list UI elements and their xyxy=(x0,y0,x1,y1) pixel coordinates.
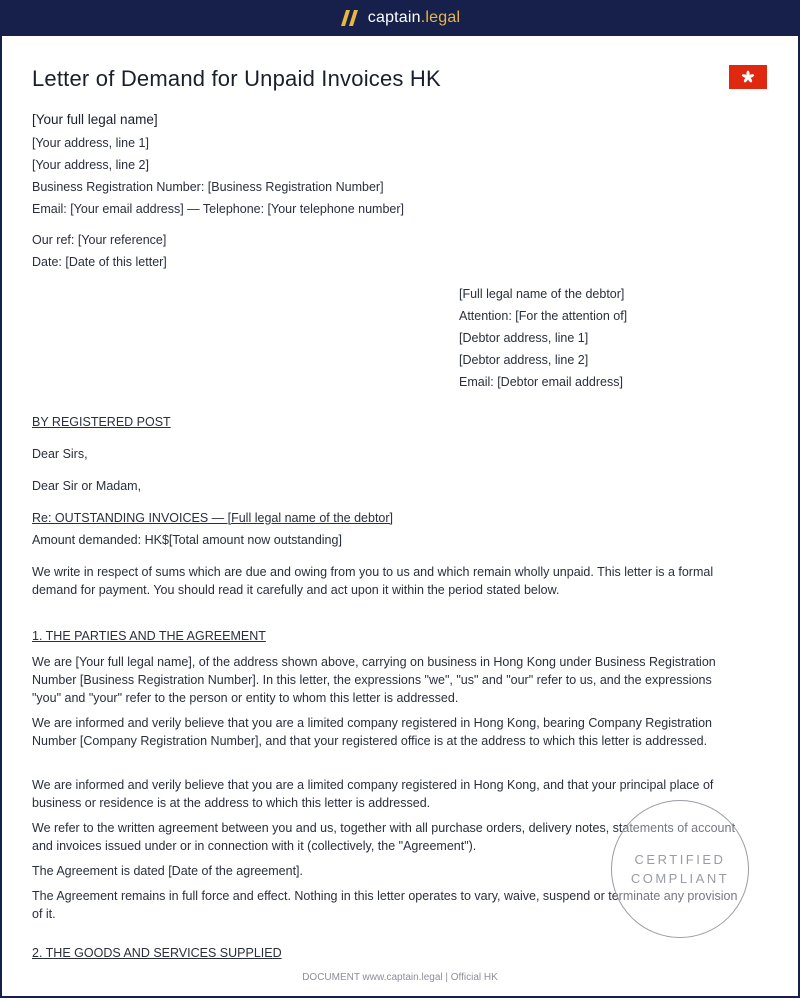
intro-paragraph: We write in respect of sums which are due and owing from you to us and which remain wholly unpaid. This letter is a formal demand for payment. You should read it carefully and act upon it within the period stated below. xyxy=(32,565,714,597)
section1-paragraph-4: We refer to the written agreement between you and us, together with all purchase orders, delivery notes, statements of account and invoices issued under or in connection with it (collectively, the "Agreement"). xyxy=(32,821,735,853)
page-footer: DOCUMENT www.captain.legal | Official HK xyxy=(302,972,498,983)
our-reference: Our ref: [Your reference] xyxy=(32,233,167,247)
sender-contact: Email: [Your email address] — Telephone: [Your telephone number] xyxy=(32,202,404,216)
sender-business-registration: Business Registration Number: [Business Registration Number] xyxy=(32,180,384,194)
section1-heading: 1. THE PARTIES AND THE AGREEMENT xyxy=(32,629,266,643)
section2-heading: 2. THE GOODS AND SERVICES SUPPLIED xyxy=(32,946,282,960)
salutation-sirs: Dear Sirs, xyxy=(32,447,88,461)
stamp-line2: COMPLIANT xyxy=(630,871,730,886)
section1-paragraph-6: The Agreement remains in full force and effect. Nothing in this letter operates to vary, waive, suspend or terminate any provision of it. xyxy=(32,889,738,921)
section1-paragraph-2: We are informed and verily believe that you are a limited company registered in Hong Kong, bearing Company Registration Number [Company Registration Number], and that your registered office is at the address to which this letter is addressed. xyxy=(32,716,712,748)
recipient-block xyxy=(459,283,627,393)
sender-address-line1: [Your address, line 1] xyxy=(32,136,149,150)
brand-tld: .legal xyxy=(420,9,461,26)
recipient-attention: Attention: [For the attention of] xyxy=(459,309,628,323)
hong-kong-flag-icon xyxy=(729,65,767,89)
brand-text xyxy=(368,9,460,27)
sender-block xyxy=(32,108,404,220)
subject-line xyxy=(32,507,393,529)
section1-paragraph-1: We are [Your full legal name], of the address shown above, carrying on business in Hong Kong under Business Registration Number [Business Registration Number]. In this letter, the expressions "we", "us" and "our" refer to us, and the expressions "you" and "your" refer to the person or entity to whom this letter is addressed. xyxy=(32,655,716,705)
delivery-method: BY REGISTERED POST xyxy=(32,415,171,429)
subject-label: Re: OUTSTANDING INVOICES — xyxy=(32,511,228,525)
recipient-address-line2: [Debtor address, line 2] xyxy=(459,353,589,367)
captain-logo-icon xyxy=(340,9,360,27)
recipient-address-line1: [Debtor address, line 1] xyxy=(459,331,589,345)
document-title: Letter of Demand for Unpaid Invoices HK xyxy=(32,66,441,91)
recipient-name: [Full legal name of the debtor] xyxy=(459,287,625,301)
top-bar xyxy=(0,0,800,36)
reference-block xyxy=(32,229,167,273)
section1-paragraph-3: We are informed and verily believe that you are a limited company registered in Hong Kong, and that your principal place of business or residence is at the address to which this letter is addressed. xyxy=(32,778,714,810)
sender-address-line2: [Your address, line 2] xyxy=(32,158,149,172)
salutation-sir-madam: Dear Sir or Madam, xyxy=(32,479,142,493)
recipient-email: Email: [Debtor email address] xyxy=(459,375,623,389)
certified-compliant-stamp xyxy=(611,800,749,938)
section1-paragraph-5: The Agreement is dated [Date of the agreement]. xyxy=(32,864,303,878)
subject-block xyxy=(32,507,393,551)
amount-demanded: Amount demanded: HK$[Total amount now outstanding] xyxy=(32,533,342,547)
sender-name: [Your full legal name] xyxy=(32,112,158,127)
letter-date: Date: [Date of this letter] xyxy=(32,255,167,269)
brand-name: captain xyxy=(367,9,421,26)
brand-logo[interactable] xyxy=(340,9,460,27)
subject-debtor: [Full legal name of the debtor] xyxy=(227,511,393,525)
stamp-line1: CERTIFIED xyxy=(634,852,726,867)
